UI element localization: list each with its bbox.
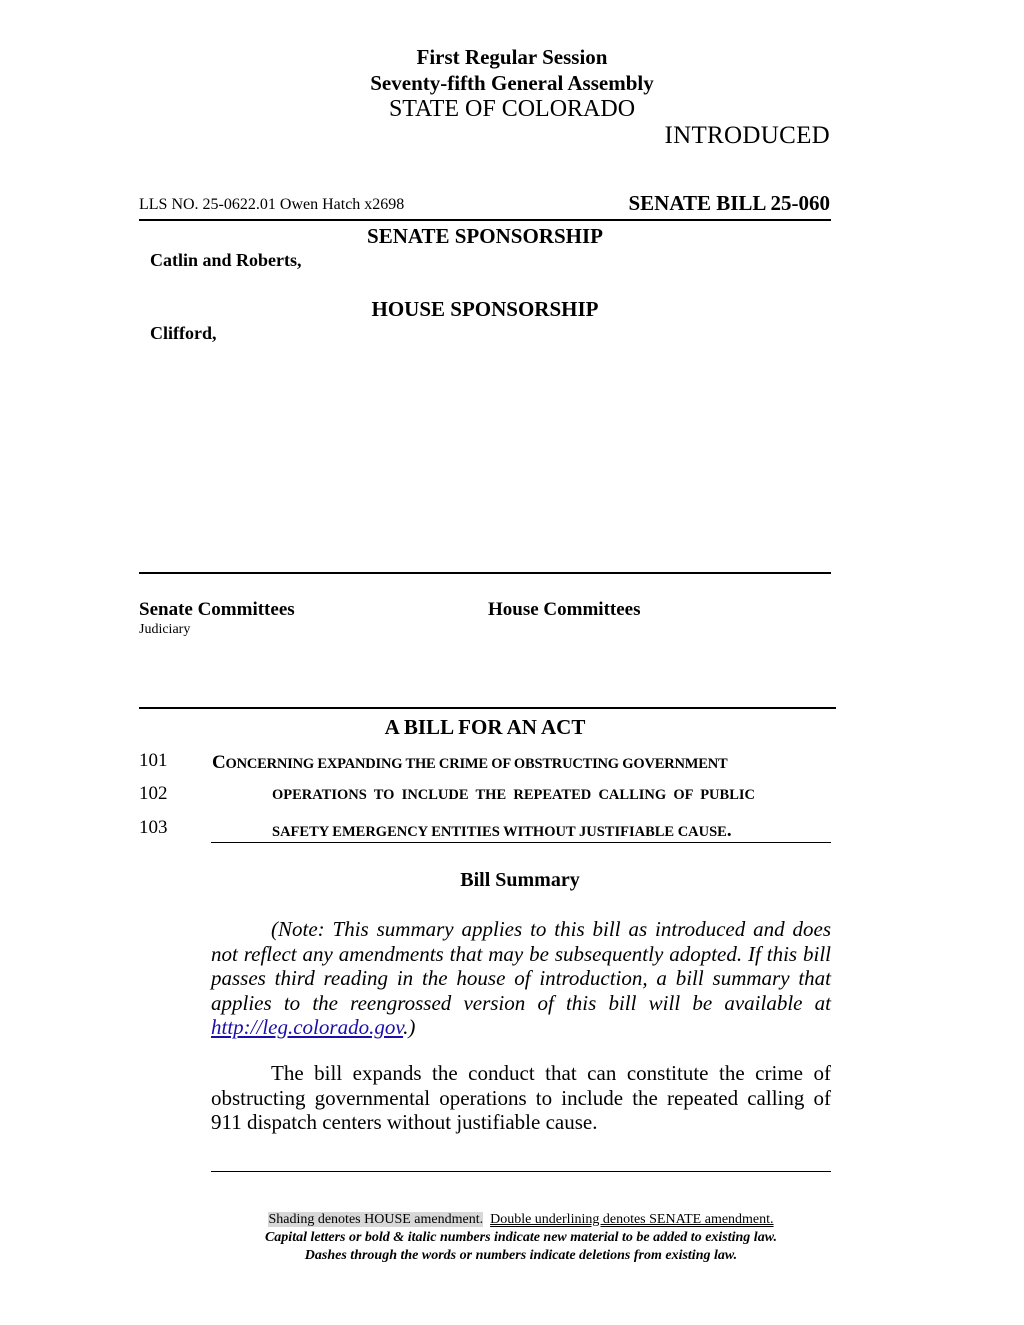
- amendment-legend: [0, 1211, 1024, 1229]
- note-end: .): [403, 1015, 416, 1039]
- senate-sponsors: Catlin and Roberts,: [150, 250, 302, 270]
- drop-cap: C: [212, 752, 226, 773]
- capital-letters-note: Capital letters or bold & italic numbers indicate new material to be added to existing law.: [264, 1230, 778, 1245]
- house-shading-note: Shading denotes HOUSE amendment.: [268, 1212, 484, 1227]
- dashes-note: Dashes through the words or numbers indicate deletions from existing law.: [304, 1248, 738, 1263]
- bill-number: SENATE BILL 25-060: [628, 191, 830, 215]
- act-title-line-3: [272, 820, 732, 842]
- footer-divider: [211, 1171, 831, 1172]
- line-number: 101: [139, 750, 168, 771]
- line-number: 102: [139, 783, 168, 804]
- line-number: 103: [139, 817, 168, 838]
- house-committees-label: House Committees: [488, 599, 641, 620]
- note-text: (Note: This summary applies to this bill as introduced and does not reflect any amendments that may be subsequently adopted. If this bill passes third reading in the house of introduction, a bill summary that applies to the reengrossed version of this bill will be available at: [211, 917, 831, 1015]
- senate-sponsorship-title: SENATE SPONSORSHIP: [367, 224, 603, 248]
- title-period: .: [726, 820, 732, 841]
- senate-underline-note: Double underlining denotes SENATE amendment.: [490, 1212, 774, 1227]
- title-text: ONCERNING EXPANDING THE CRIME OF OBSTRUCTING GOVERNMENT: [225, 756, 728, 772]
- lls-number: LLS NO. 25-0622.01 Owen Hatch x2698: [139, 196, 405, 213]
- sponsorship-divider: [139, 572, 831, 574]
- title-text: SAFETY EMERGENCY ENTITIES WITHOUT JUSTIFIABLE CAUSE: [272, 824, 727, 840]
- act-title: A BILL FOR AN ACT: [384, 715, 586, 739]
- act-title-line-1: [212, 752, 727, 774]
- summary-note: [211, 917, 831, 1040]
- senate-committees-label: Senate Committees: [139, 599, 295, 620]
- summary-body: The bill expands the conduct that can constitute the crime of obstructing governmental operations to include the repeated calling of 911 dispatch centers without justifiable cause.: [211, 1061, 831, 1134]
- status-label: INTRODUCED: [664, 122, 830, 149]
- house-sponsors: Clifford,: [150, 323, 217, 343]
- assembly-heading: Seventy-fifth General Assembly: [370, 71, 654, 95]
- committees-divider: [139, 707, 836, 709]
- house-sponsorship-title: HOUSE SPONSORSHIP: [371, 297, 599, 321]
- title-divider: [211, 842, 831, 843]
- session-heading: First Regular Session: [416, 45, 608, 69]
- senate-committee-item: Judiciary: [139, 622, 191, 637]
- state-heading: STATE OF COLORADO: [388, 96, 636, 122]
- summary-title: Bill Summary: [460, 869, 580, 891]
- leg-website-link[interactable]: http://leg.colorado.gov: [211, 1015, 404, 1039]
- act-title-line-2: OPERATIONS TO INCLUDE THE REPEATED CALLING OF PUBLIC: [272, 787, 755, 803]
- header-divider: [139, 219, 831, 221]
